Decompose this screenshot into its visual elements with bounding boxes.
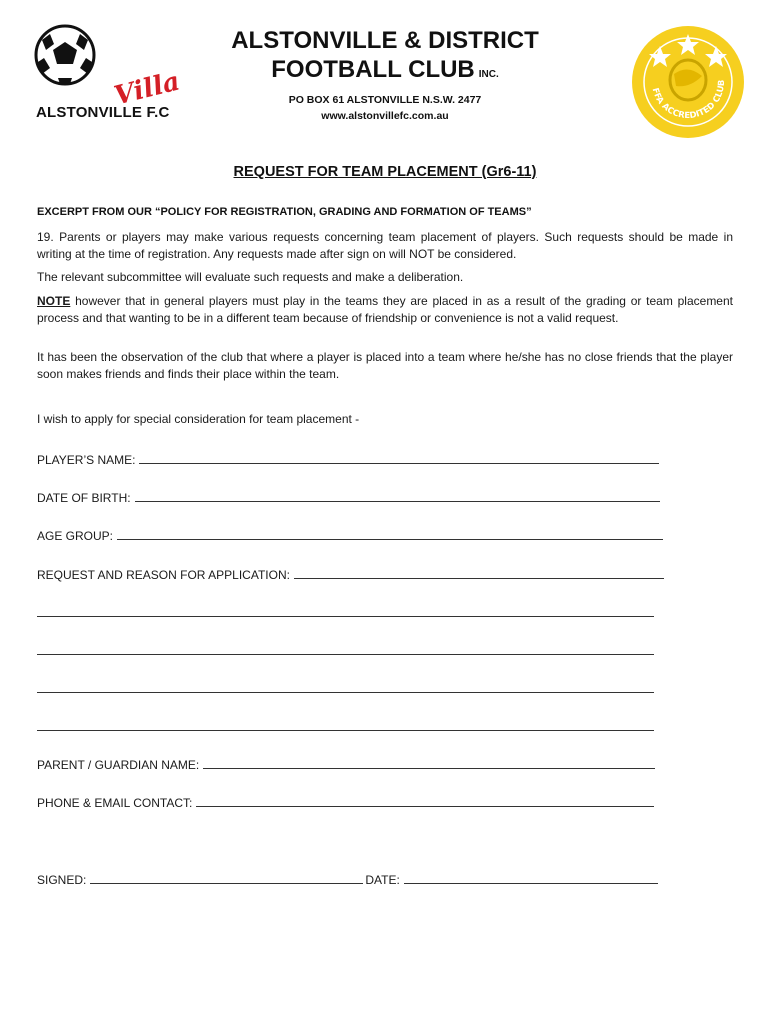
date-of-birth-field[interactable] [135, 490, 660, 502]
ffa-accredited-badge-icon [630, 24, 746, 140]
phone-email-field[interactable] [196, 795, 654, 807]
guardian-name-field[interactable] [203, 757, 655, 769]
form-intro: I wish to apply for special consideration for team placement - [37, 412, 360, 426]
postal-address: PO BOX 61 ALSTONVILLE N.S.W. 2477 [288, 94, 482, 106]
signed-label: SIGNED: [37, 873, 87, 887]
age-group-field[interactable] [117, 528, 663, 540]
policy-paragraph-3 [37, 293, 733, 326]
players-name-row [37, 452, 659, 467]
club-address [200, 92, 570, 124]
document-title: REQUEST FOR TEAM PLACEMENT (Gr6-11) [233, 164, 537, 180]
logo-text: ALSTONVILLE F.C [36, 104, 170, 121]
signature-row [37, 872, 658, 887]
players-name-label: PLAYER’S NAME: [37, 453, 136, 467]
note-label: NOTE [37, 294, 71, 308]
date-of-birth-label: DATE OF BIRTH: [37, 491, 131, 505]
request-reason-row [37, 567, 664, 582]
logo-script-text: Villa [111, 66, 183, 112]
request-reason-label: REQUEST AND REASON FOR APPLICATION: [37, 568, 290, 582]
age-group-label: AGE GROUP: [37, 529, 114, 543]
request-reason-field[interactable] [294, 567, 664, 579]
excerpt-heading: EXCERPT FROM OUR “POLICY FOR REGISTRATION, GRADING AND FORMATION OF TEAMS” [37, 206, 532, 218]
club-suffix: INC. [478, 69, 499, 80]
club-name-line2: FOOTBALL CLUB [271, 56, 475, 83]
signature-field[interactable] [90, 872, 363, 884]
guardian-name-row [37, 757, 655, 772]
policy-paragraph-1: 19. Parents or players may make various requests concerning team placement of players. Such requests should be made in writing at the time of registration. Any requests made after sign on will NOT be considered. [37, 230, 733, 261]
policy-paragraph-2: The relevant subcommittee will evaluate such requests and make a deliberation. [37, 270, 464, 284]
note-text: however that in general players must play in the teams they are placed in as a result of the grading or team placement process and that wanting to be in a different team because of friendship or convenience is not a valid request. [37, 294, 733, 325]
club-name-line2-wrap [200, 55, 570, 89]
players-name-field[interactable] [139, 452, 659, 464]
club-logo [30, 22, 190, 132]
badge-text: FFA ACCREDITED CLUB [649, 79, 728, 122]
reason-line-1[interactable] [37, 616, 654, 617]
phone-email-row [37, 795, 654, 810]
age-group-row [37, 528, 663, 543]
date-label: DATE: [365, 873, 400, 887]
guardian-name-label: PARENT / GUARDIAN NAME: [37, 758, 200, 772]
phone-email-label: PHONE & EMAIL CONTACT: [37, 796, 193, 810]
reason-line-4[interactable] [37, 730, 654, 731]
club-name [200, 26, 570, 89]
date-of-birth-row [37, 490, 660, 505]
soccer-ball-icon [30, 22, 100, 92]
reason-line-2[interactable] [37, 654, 654, 655]
date-field[interactable] [404, 872, 658, 884]
policy-paragraph-4: It has been the observation of the club that where a player is placed into a team where he/she has no close friends that the player soon makes friends and finds their place within the team. [37, 350, 733, 381]
reason-line-3[interactable] [37, 692, 654, 693]
club-name-line1: ALSTONVILLE & DISTRICT [231, 27, 539, 54]
website: www.alstonvillefc.com.au [321, 110, 449, 122]
